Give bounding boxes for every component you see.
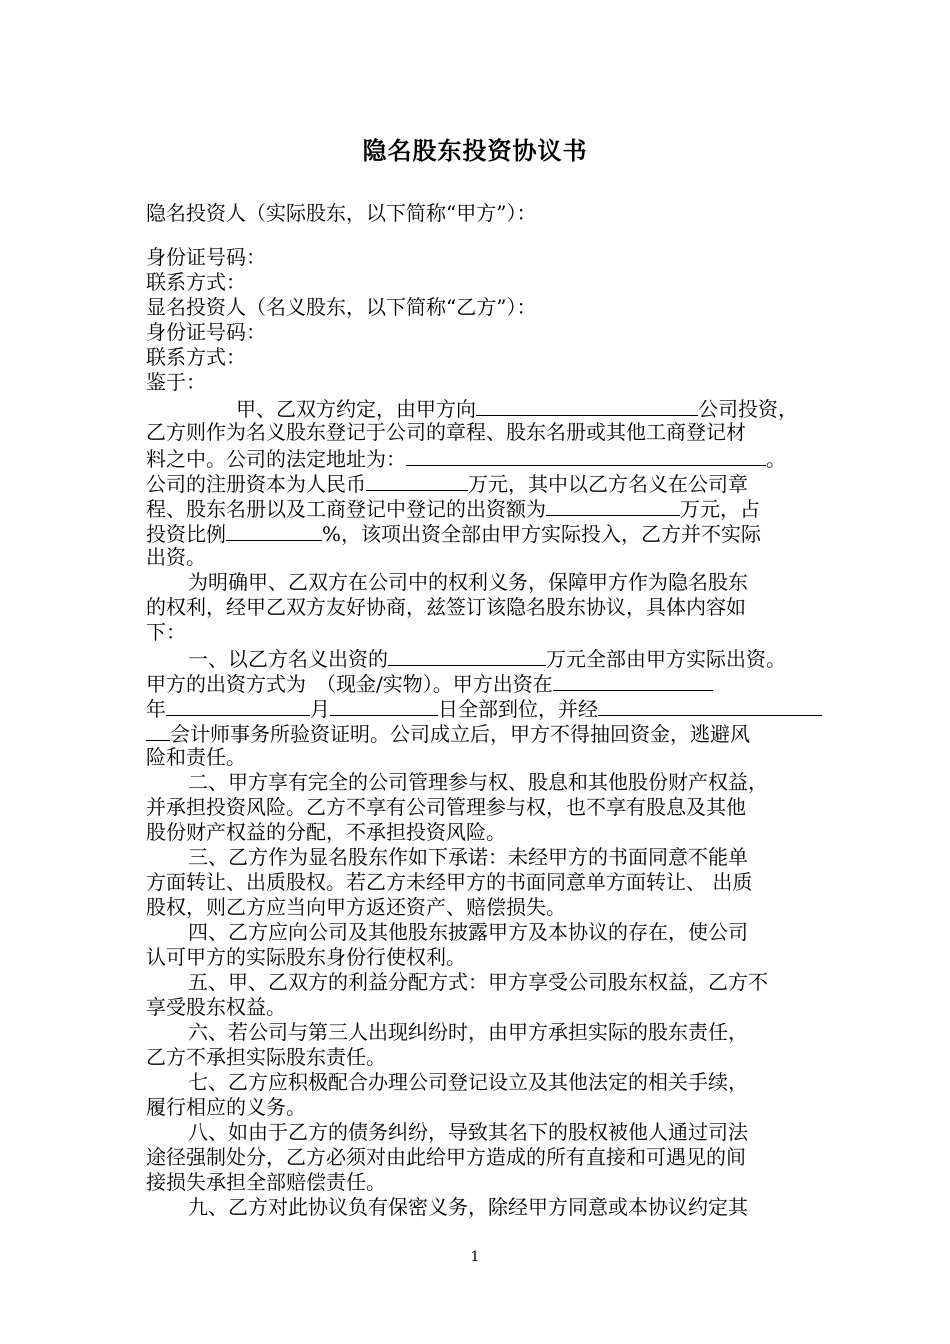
year-blank[interactable] [166,694,310,716]
clause-7-line: 七、乙方应积极配合办理公司登记设立及其他法定的相关手续， [188,1070,748,1094]
text-fragment: 会计师事务所验资证明。公司成立后，甲方不得抽回资金，逃避风 [170,722,750,746]
clause-8-line: 八、如由于乙方的债务纠纷，导致其名下的股权被他人通过司法 [188,1120,748,1144]
text-line: 乙方则作为名义股东登记于公司的章程、股东名册或其他工商登记材 [146,420,746,444]
text-line: 并承担投资风险。乙方不享有公司管理参与权，也不享有股息及其他 [146,795,746,819]
text-fragment: %，该项出资全部由甲方实际投入，乙方并不实际 [322,522,762,546]
text-line [146,719,750,747]
text-line [146,694,822,722]
clause-4-line: 四、乙方应向公司及其他股东披露甲方及本协议的存在，使公司 [188,920,748,944]
text-line [146,444,786,472]
text-fragment: 程、股东名册以及工商登记中登记的出资额为 [146,497,546,521]
text-line: 下： [146,620,186,644]
text-fragment: 投资比例 [146,522,226,546]
text-fragment: 料之中。公司的法定地址为： [146,447,406,471]
text-line: 途径强制处分，乙方必须对由此给甲方造成的所有直接和可遇见的间 [146,1145,746,1169]
text-line: 履行相应的义务。 [146,1095,306,1119]
text-fragment: 公司的注册资本为人民币 [146,472,366,496]
party-a-heading: 隐名投资人（实际股东，以下简称“甲方”）： [146,201,537,225]
month-blank[interactable] [330,694,438,716]
legal-address-blank[interactable] [406,444,766,466]
capital-amount-blank[interactable] [388,644,546,666]
contribution-date-blank[interactable] [553,669,713,691]
page-number: 1 [470,1249,480,1265]
party-a-id-number: 身份证号码： [146,245,266,269]
accounting-firm-blank-continued[interactable] [146,719,170,741]
text-fragment: 年 [146,697,166,721]
accounting-firm-blank[interactable] [598,694,822,716]
text-line [146,494,760,522]
text-line: 享受股东权益。 [146,995,286,1019]
text-fragment: 一、以乙方名义出资的 [188,647,388,671]
text-line: 出资。 [146,545,206,569]
text-line [146,469,748,497]
text-fragment: 公司投资， [698,397,798,421]
document-title: 隐名股东投资协议书 [362,136,588,165]
company-name-blank[interactable] [476,394,698,416]
clause-5-line: 五、甲、乙双方的利益分配方式：甲方享受公司股东权益，乙方不 [188,970,768,994]
registered-contribution-blank[interactable] [546,494,680,516]
text-line: 的权利，经甲乙双方友好协商，兹签订该隐名股东协议，具体内容如 [146,595,746,619]
investment-ratio-blank[interactable] [226,519,322,541]
text-fragment: 。 [766,447,786,471]
text-fragment: 日全部到位，并经 [438,697,598,721]
clause-2-line: 二、甲方享有完全的公司管理参与权、股息和其他股份财产权益， [188,770,768,794]
text-fragment: 万元，其中以乙方名义在公司章 [468,472,748,496]
text-fragment: 万元，占 [680,497,760,521]
whereas-heading: 鉴于： [146,370,206,394]
text-line: 险和责任。 [146,745,246,769]
party-b-contact: 联系方式： [146,345,246,369]
text-line: 方面转让、出质股权。若乙方未经甲方的书面同意单方面转让、 出质 [146,870,753,894]
text-line: 为明确甲、乙双方在公司中的权利义务，保障甲方作为隐名股东 [188,570,748,594]
text-fragment: 月 [310,697,330,721]
party-a-contact: 联系方式： [146,270,246,294]
registered-capital-blank[interactable] [366,469,468,491]
party-b-id-number: 身份证号码： [146,320,266,344]
clause-3-line: 三、乙方作为显名股东作如下承诺：未经甲方的书面同意不能单 [188,845,748,869]
text-line: 股份财产权益的分配，不承担投资风险。 [146,820,506,844]
text-line: 接损失承担全部赔偿责任。 [146,1170,386,1194]
text-line: 乙方不承担实际股东责任。 [146,1045,386,1069]
text-fragment: 甲、乙双方约定，由甲方向 [236,397,476,421]
clause-6-line: 六、若公司与第三人出现纠纷时，由甲方承担实际的股东责任， [188,1020,748,1044]
clause-1-line [188,644,786,672]
text-line: 认可甲方的实际股东身份行使权利。 [146,945,466,969]
text-line [146,669,713,697]
party-b-heading: 显名投资人（名义股东，以下简称“乙方”）： [146,295,537,319]
text-fragment: 万元全部由甲方实际出资。 [546,647,786,671]
clause-9-line: 九、乙方对此协议负有保密义务，除经甲方同意或本协议约定其 [188,1195,748,1219]
text-line [146,519,761,547]
text-line [236,394,798,422]
text-fragment: 甲方的出资方式为 （现金/实物）。甲方出资在 [146,672,553,696]
text-line: 股权，则乙方应当向甲方返还资产、赔偿损失。 [146,895,566,919]
